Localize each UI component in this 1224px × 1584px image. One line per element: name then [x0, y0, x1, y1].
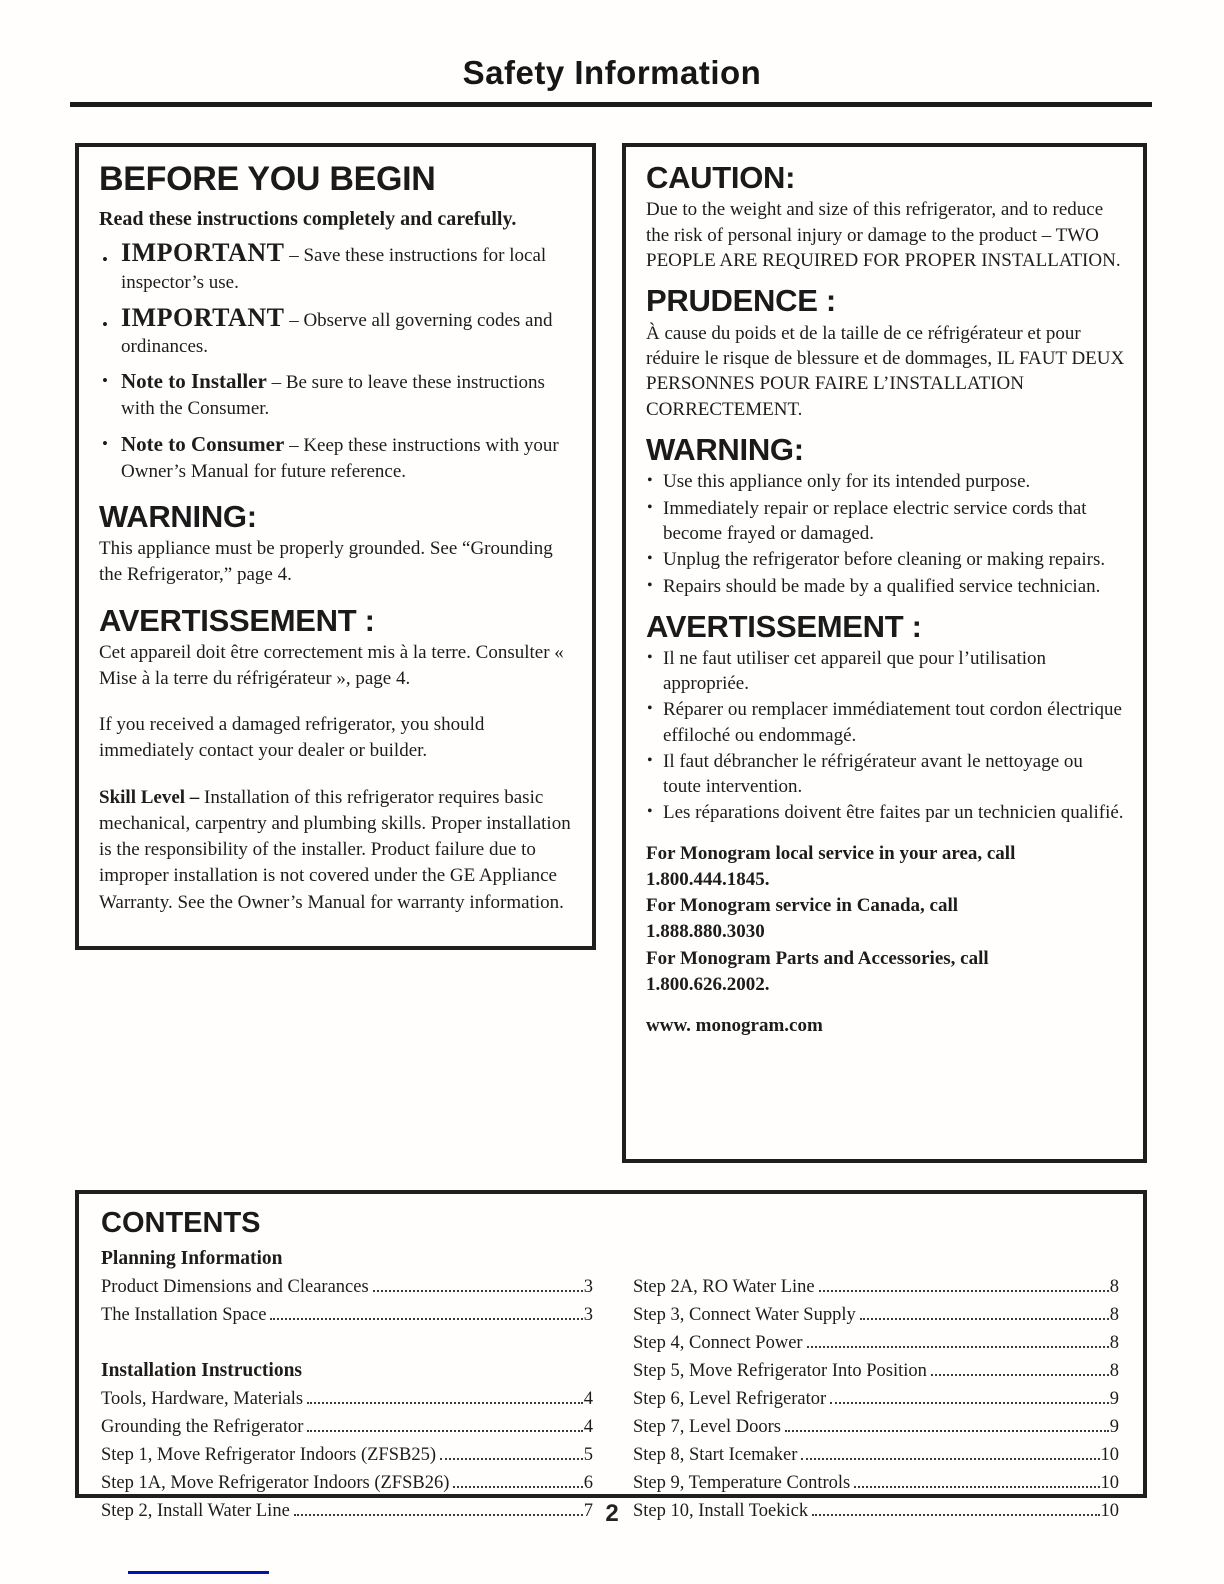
- bullet-text: Immediately repair or replace electric service cords that become frayed or damaged.: [663, 497, 1087, 544]
- list-item: [646, 646, 1125, 697]
- toc-entry: [633, 1329, 1119, 1357]
- toc-right-column: [633, 1273, 1119, 1525]
- toc-entry-label: Step 2A, RO Water Line: [633, 1276, 815, 1297]
- caution-text: Due to the weight and size of this refrigerator, and to reduce the risk of personal injury or damage to the product – TWO PEOPLE ARE REQUIRED FOR PROPER INSTALLATION.: [646, 199, 1121, 271]
- toc-entry-label: Tools, Hardware, Materials: [101, 1388, 304, 1409]
- toc-entry-page: 8: [1109, 1360, 1119, 1381]
- toc-leader-dots: [830, 1402, 1109, 1404]
- bullet-text: Use this appliance only for its intended purpose.: [663, 471, 1031, 493]
- toc-entry: [633, 1273, 1119, 1301]
- title-rule: [70, 102, 1152, 107]
- toc-entry-label: Step 2, Install Water Line: [101, 1500, 290, 1521]
- toc-entry: [101, 1413, 593, 1441]
- toc-entry-label: Step 1, Move Refrigerator Indoors (ZFSB25): [101, 1444, 437, 1465]
- caution-heading: CAUTION:: [646, 160, 796, 195]
- service-line-label: For Monogram Parts and Accessories, call: [646, 947, 989, 969]
- toc-leader-dots: [819, 1290, 1109, 1292]
- toc-entry-page: 4: [583, 1388, 593, 1409]
- toc-entry-page: 9: [1109, 1416, 1119, 1437]
- toc-entry-page: 10: [1100, 1444, 1119, 1465]
- toc-leader-dots: [373, 1290, 583, 1292]
- toc-entry: [101, 1441, 593, 1469]
- prudence-heading: PRUDENCE :: [646, 283, 836, 319]
- toc-entry: [633, 1301, 1119, 1329]
- warning-list: [646, 469, 1125, 598]
- note-lead: Note to Consumer: [121, 431, 285, 456]
- service-contact-info: [646, 841, 1125, 998]
- before-you-begin-list: [99, 238, 574, 485]
- avertissement-heading: AVERTISSEMENT :: [99, 602, 375, 638]
- toc-leader-dots: [785, 1430, 1109, 1432]
- skill-level-paragraph: [99, 785, 574, 916]
- toc-entry-label: Step 7, Level Doors: [633, 1416, 781, 1437]
- toc-entry-label: Step 8, Start Icemaker: [633, 1444, 798, 1465]
- toc-entry-label: Step 3, Connect Water Supply: [633, 1304, 856, 1325]
- table-of-contents: [101, 1245, 1119, 1525]
- footer-blue-line: [128, 1571, 269, 1574]
- toc-entry: [633, 1441, 1119, 1469]
- toc-entry: [101, 1469, 593, 1497]
- list-item: [99, 238, 574, 295]
- toc-entry-label: Step 6, Level Refrigerator: [633, 1388, 827, 1409]
- toc-entry-label: Step 5, Move Refrigerator Into Position: [633, 1360, 927, 1381]
- bullet-text: Réparer ou remplacer immédiatement tout cordon électrique effiloché ou endommagé.: [663, 699, 1122, 746]
- skill-level-lead: Skill Level –: [99, 786, 200, 808]
- before-you-begin-box: [75, 143, 596, 950]
- toc-entry-page: 3: [583, 1276, 593, 1297]
- important-lead: IMPORTANT: [121, 302, 285, 332]
- website-url: www. monogram.com: [646, 1015, 823, 1037]
- contents-heading: CONTENTS: [101, 1207, 261, 1239]
- toc-entry-page: 10: [1100, 1500, 1119, 1521]
- warning-heading: WARNING:: [646, 432, 804, 468]
- service-line-phone: 1.888.880.3030: [646, 921, 765, 943]
- toc-leader-dots: [801, 1458, 1099, 1460]
- list-item: [646, 749, 1125, 800]
- toc-entry-page: 8: [1109, 1304, 1119, 1325]
- toc-gap: [101, 1329, 593, 1357]
- list-item: [646, 496, 1125, 547]
- toc-section-heading: Installation Instructions: [101, 1359, 302, 1381]
- toc-entry: [633, 1357, 1119, 1385]
- toc-leader-dots: [807, 1346, 1109, 1348]
- list-item: [99, 430, 574, 485]
- bullet-text: Il ne faut utiliser cet appareil que pour l’utilisation appropriée.: [663, 647, 1047, 695]
- note-lead: Note to Installer: [121, 369, 267, 394]
- toc-entry: [101, 1385, 593, 1413]
- avertissement-list: [646, 646, 1125, 826]
- bullet-text: Les réparations doivent être faites par un technicien qualifié.: [663, 802, 1124, 824]
- toc-entry: [101, 1273, 593, 1301]
- skill-level-text: Installation of this refrigerator requires basic mechanical, carpentry and plumbing skills. Proper installation is the responsibility of the installer. Product failure due to improper installation is not covered under the GE Appliance Warranty. See the Owner’s Manual for warranty information.: [99, 786, 571, 913]
- prudence-text: À cause du poids et de la taille de ce réfrigérateur et pour réduire le risque de blessure et de dommages, IL FAUT DEUX PERSONNES POUR FAIRE L’INSTALLATION CORRECTEMENT.: [646, 322, 1125, 420]
- service-line-phone: 1.800.626.2002.: [646, 973, 770, 995]
- avertissement-heading: AVERTISSEMENT :: [646, 608, 922, 644]
- list-item: [646, 547, 1125, 572]
- warning-text: This appliance must be properly grounded. See “Grounding the Refrigerator,” page 4.: [99, 538, 553, 586]
- toc-entry-page: 3: [583, 1304, 593, 1325]
- toc-section-heading: Planning Information: [101, 1247, 283, 1269]
- bullet-text: – Save these instructions for local inspector’s use.: [121, 245, 547, 293]
- list-item: [646, 574, 1125, 599]
- contents-box: [75, 1190, 1147, 1521]
- toc-entry-label: Grounding the Refrigerator: [101, 1416, 304, 1437]
- toc-entry-label: The Installation Space: [101, 1304, 267, 1325]
- bullet-text: Il faut débrancher le réfrigérateur avant le nettoyage ou toute intervention.: [663, 750, 1083, 798]
- bullet-text: – Be sure to leave these instructions with the Consumer.: [121, 372, 545, 420]
- toc-leader-dots: [854, 1486, 1099, 1488]
- toc-entry-page: 4: [583, 1416, 593, 1437]
- damaged-refrigerator-text: If you received a damaged refrigerator, you should immediately contact your dealer or builder.: [99, 714, 485, 762]
- list-item: [646, 697, 1125, 748]
- toc-entry-page: 9: [1109, 1388, 1119, 1409]
- bullet-text: Unplug the refrigerator before cleaning or making repairs.: [663, 549, 1106, 571]
- toc-entry-label: Step 1A, Move Refrigerator Indoors (ZFSB26): [101, 1472, 450, 1493]
- toc-entry-label: Step 4, Connect Power: [633, 1332, 803, 1353]
- toc-column-spacer: [593, 1245, 633, 1525]
- toc-leader-dots: [270, 1318, 582, 1320]
- toc-leader-dots: [931, 1374, 1109, 1376]
- toc-leader-dots: [307, 1402, 583, 1404]
- warning-heading: WARNING:: [99, 499, 257, 535]
- toc-entry-page: 10: [1100, 1472, 1119, 1493]
- toc-entry-label: Step 9, Temperature Controls: [633, 1472, 851, 1493]
- caution-box: [622, 143, 1147, 1163]
- list-item: [646, 469, 1125, 494]
- toc-entry: [633, 1413, 1119, 1441]
- toc-leader-dots: [453, 1486, 582, 1488]
- toc-leader-dots: [440, 1458, 583, 1460]
- avertissement-text: Cet appareil doit être correctement mis à la terre. Consulter « Mise à la terre du réfrigérateur », page 4.: [99, 641, 564, 689]
- important-lead: IMPORTANT: [121, 238, 285, 268]
- toc-entry: [633, 1385, 1119, 1413]
- toc-entry: [101, 1301, 593, 1329]
- intro-text: Read these instructions completely and carefully.: [99, 208, 517, 231]
- service-line-phone: 1.800.444.1845.: [646, 868, 770, 890]
- bullet-text: – Keep these instructions with your Owner’s Manual for future reference.: [121, 434, 559, 482]
- list-item: [99, 367, 574, 422]
- service-line-label: For Monogram local service in your area, call: [646, 842, 1016, 864]
- toc-entry-page: 7: [583, 1500, 593, 1521]
- list-item: [646, 800, 1125, 825]
- bullet-text: – Observe all governing codes and ordinances.: [121, 309, 553, 358]
- toc-entry-page: 8: [1109, 1276, 1119, 1297]
- bullet-text: Repairs should be made by a qualified service technician.: [663, 575, 1101, 597]
- list-item: [99, 303, 574, 360]
- page-title: Safety Information: [462, 54, 762, 91]
- toc-leader-dots: [307, 1430, 582, 1432]
- page-number: 2: [605, 1500, 619, 1527]
- service-line-label: For Monogram service in Canada, call: [646, 895, 959, 917]
- before-you-begin-heading: BEFORE YOU BEGIN: [99, 160, 436, 198]
- toc-entry: [633, 1469, 1119, 1497]
- toc-entry-page: 6: [583, 1472, 593, 1493]
- toc-entry-page: 8: [1109, 1332, 1119, 1353]
- toc-entry-page: 5: [583, 1444, 593, 1465]
- toc-leader-dots: [860, 1318, 1109, 1320]
- toc-entry-label: Step 10, Install Toekick: [633, 1500, 809, 1521]
- toc-entry-label: Product Dimensions and Clearances: [101, 1276, 369, 1297]
- toc-left-column: [101, 1245, 593, 1525]
